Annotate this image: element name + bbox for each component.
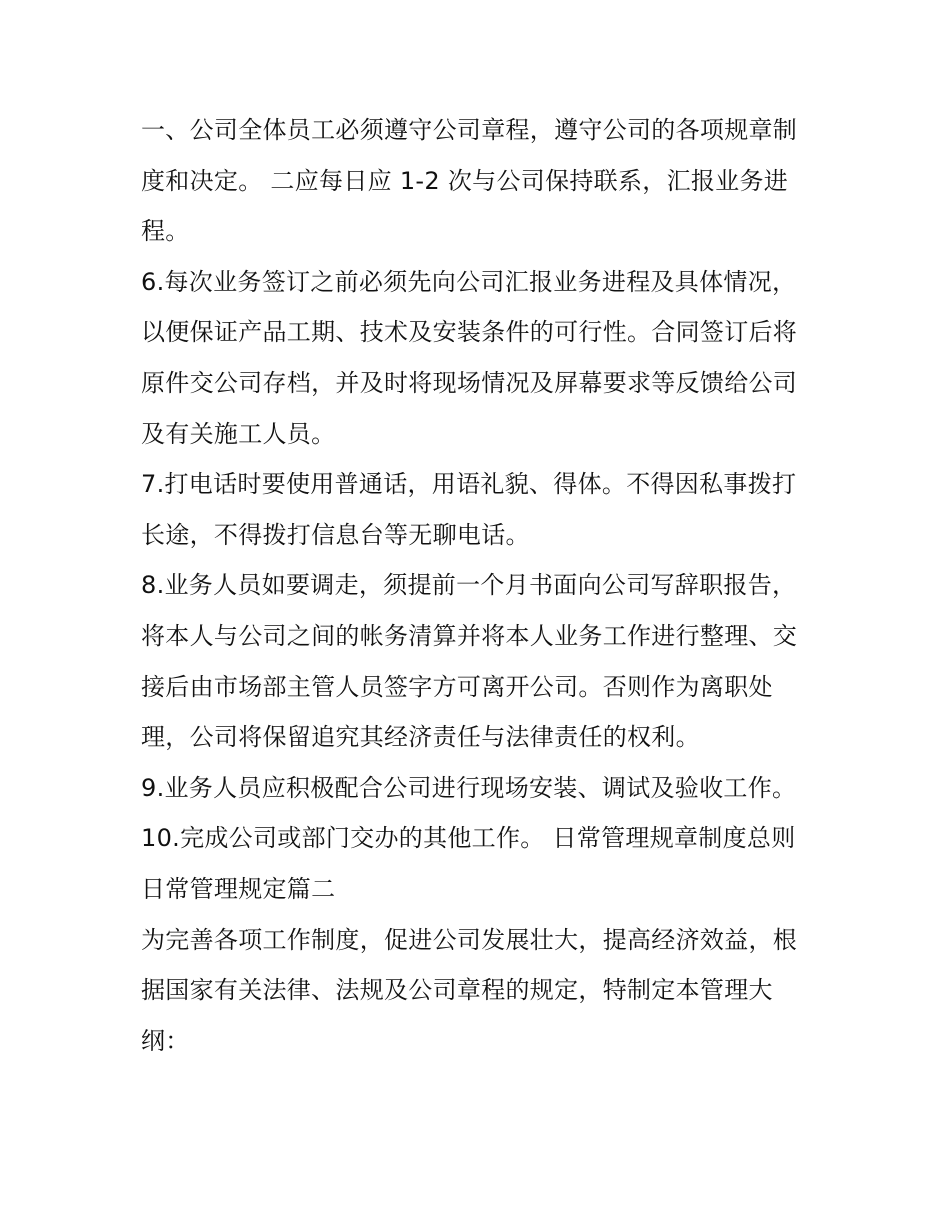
text-line: 据国家有关法律、法规及公司章程的规定，特制定本管理大 [141,976,773,1005]
text-line: 及有关施工人员。 [141,419,336,448]
text-line: 一、公司全体员工必须遵守公司章程，遵守公司的各项规章制 [141,116,798,144]
text-line: 7.打电话时要使用普通话，用语礼貌、得体。不得因私事拨打 [141,470,797,499]
document-body [141,105,821,1066]
text-line: 纲： [141,1026,190,1055]
text-line: 原件交公司存档，并及时将现场情况及屏幕要求等反馈给公司 [141,368,798,397]
text-line: 为完善各项工作制度，促进公司发展壮大，提高经济效益，根 [141,925,798,954]
section-heading: 日常管理规定篇二 [141,874,336,903]
text-line: 度和决定。 二应每日应 1-2 次与公司保持联系，汇报业务进 [141,166,789,195]
text-line: 理，公司将保留追究其经济责任与法律责任的权利。 [141,723,700,752]
text-line: 长途，不得拨打信息台等无聊电话。 [141,520,530,549]
text-line: 9.业务人员应积极配合公司进行现场安装、调试及验收工作。 [141,773,797,802]
text-line: 接后由市场部主管人员签字方可离开公司。否则作为离职处 [141,672,773,701]
text-line: 程。 [141,217,190,246]
text-line: 10.完成公司或部门交办的其他工作。 日常管理规章制度总则 [141,824,796,853]
text-line: 6.每次业务签订之前必须先向公司汇报业务进程及具体情况， [141,267,797,296]
text-line: 将本人与公司之间的帐务清算并将本人业务工作进行整理、交 [141,621,798,650]
text-line: 以便保证产品工期、技术及安装条件的可行性。合同签订后将 [141,318,798,347]
text-line: 8.业务人员如要调走，须提前一个月书面向公司写辞职报告， [141,571,797,600]
